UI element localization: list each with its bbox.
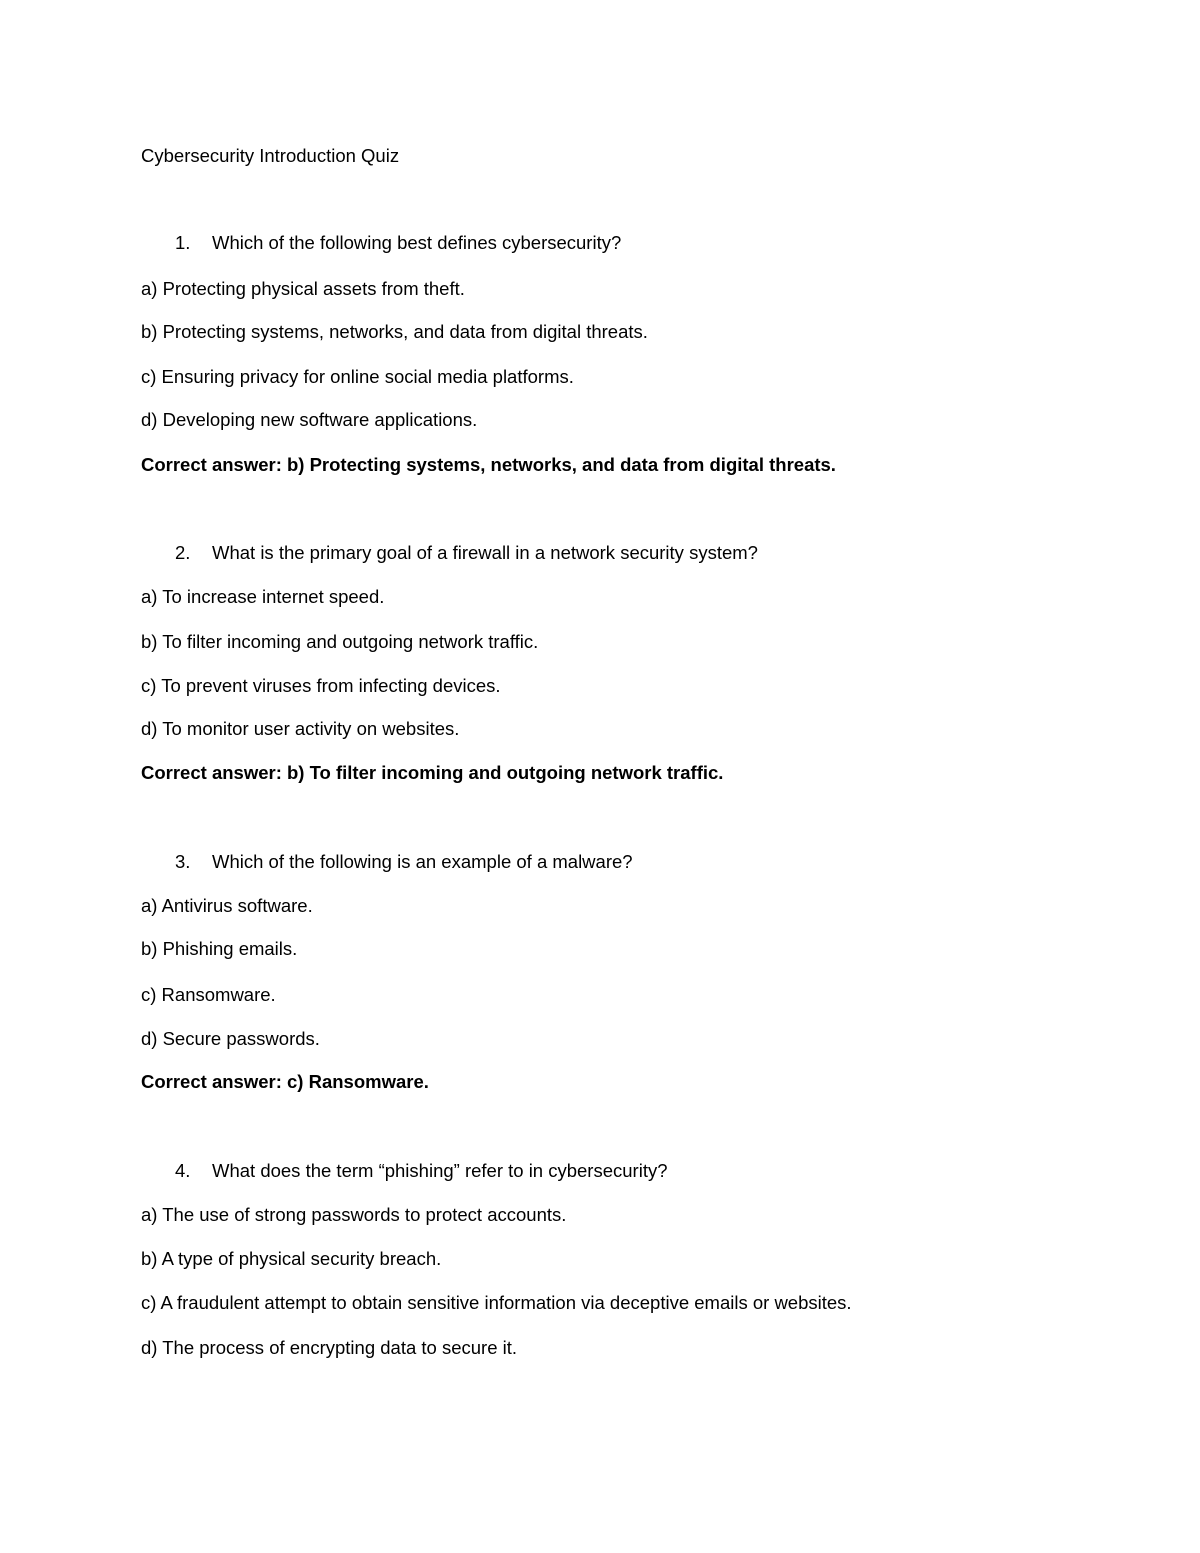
option-3c: c) Ransomware. [141,984,276,1005]
option-4b: b) A type of physical security breach. [141,1248,442,1269]
option-2a: a) To increase internet speed. [141,586,385,607]
option-4c: c) A fraudulent attempt to obtain sensitive information via deceptive emails or websites. [141,1292,852,1313]
question-text: Which of the following is an example of a malware? [212,851,633,872]
question-number: 2. [175,542,191,563]
option-3d: d) Secure passwords. [141,1028,320,1049]
option-3a: a) Antivirus software. [141,895,313,916]
answer-1: Correct answer: b) Protecting systems, networks, and data from digital threats. [141,454,836,475]
option-4d: d) The process of encrypting data to secure it. [141,1337,518,1358]
question-number: 1. [175,232,191,253]
document-title: Cybersecurity Introduction Quiz [141,145,400,166]
option-3b: b) Phishing emails. [141,938,298,959]
option-1a: a) Protecting physical assets from theft. [141,278,465,299]
question-number: 3. [175,851,191,872]
option-2d: d) To monitor user activity on websites. [141,718,460,739]
question-1 [141,230,621,256]
answer-2: Correct answer: b) To filter incoming and outgoing network traffic. [141,762,724,783]
question-text: What is the primary goal of a firewall in a network security system? [212,542,758,563]
question-number: 4. [175,1160,191,1181]
option-1c: c) Ensuring privacy for online social media platforms. [141,366,574,387]
question-2 [141,540,758,566]
option-4a: a) The use of strong passwords to protect accounts. [141,1204,567,1225]
option-2b: b) To filter incoming and outgoing network traffic. [141,631,539,652]
question-3 [141,849,633,875]
option-2c: c) To prevent viruses from infecting devices. [141,675,501,696]
answer-3: Correct answer: c) Ransomware. [141,1071,429,1092]
question-text: Which of the following best defines cybersecurity? [212,232,622,253]
option-1b: b) Protecting systems, networks, and data from digital threats. [141,321,648,342]
question-4 [141,1158,668,1184]
question-text: What does the term “phishing” refer to in cybersecurity? [212,1160,668,1181]
option-1d: d) Developing new software applications. [141,409,478,430]
